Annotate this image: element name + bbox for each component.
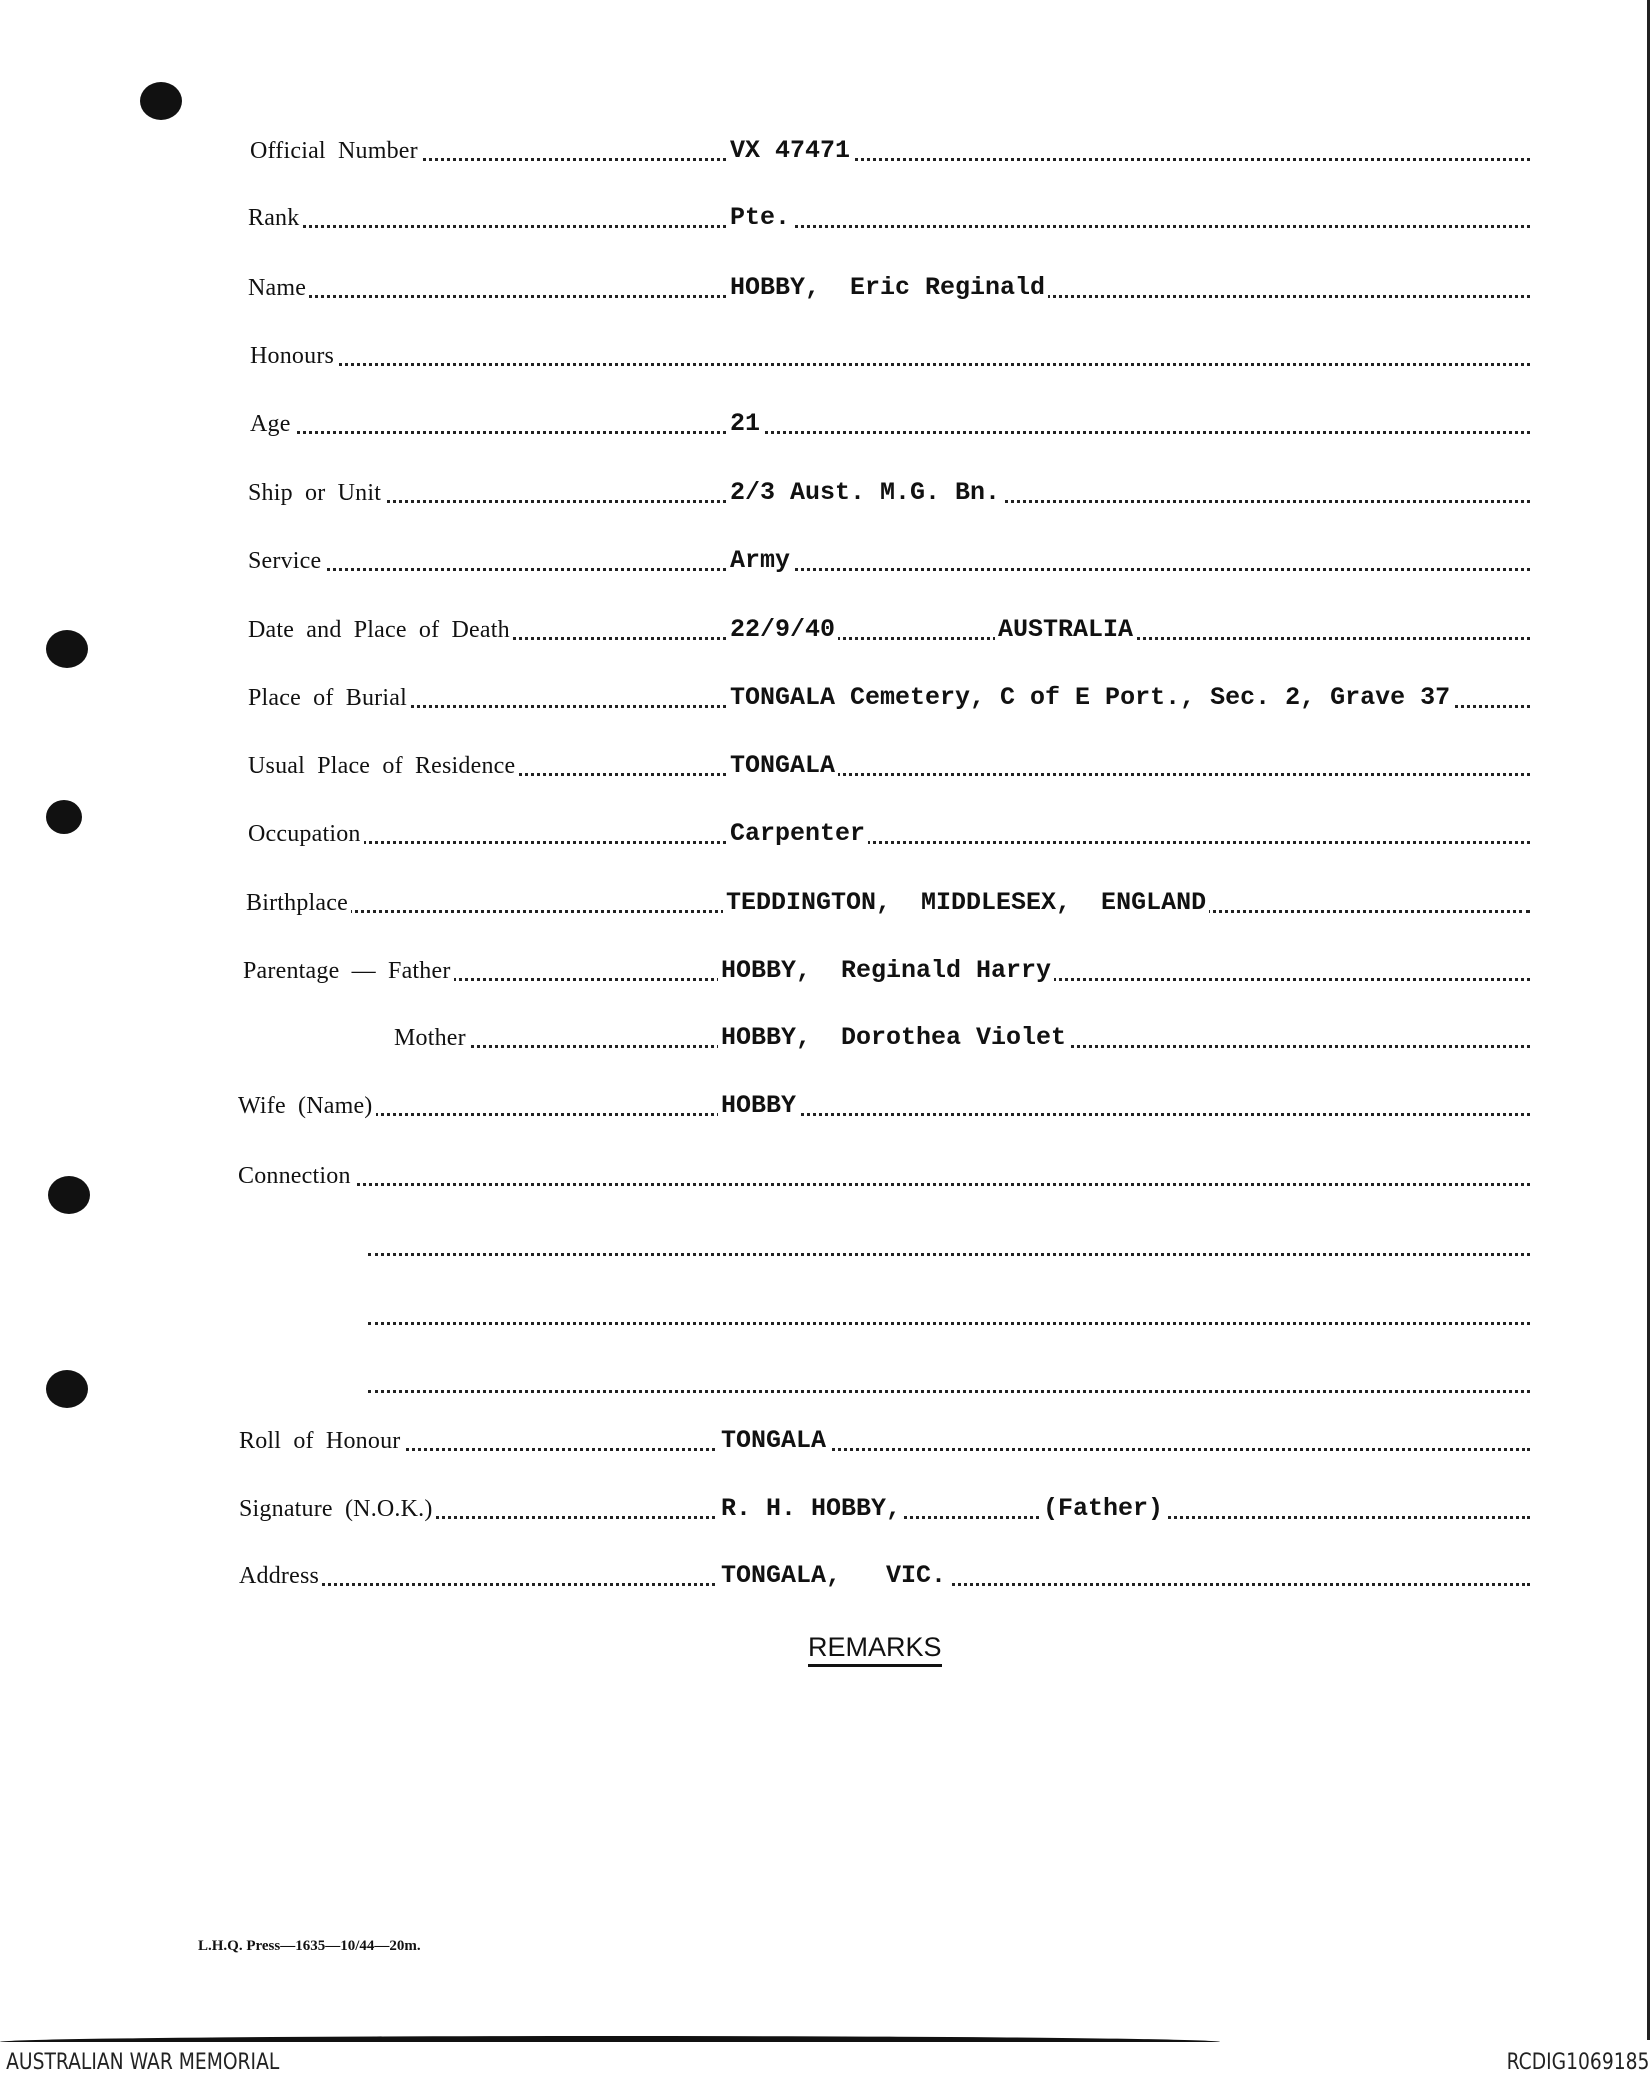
field-value: TONGALA	[718, 1426, 829, 1455]
field-label: Mother	[394, 1025, 469, 1052]
field-label: Connection	[238, 1163, 354, 1190]
field-label: Name	[248, 275, 309, 302]
field-label: Ship or Unit	[248, 480, 384, 507]
dotted-leader	[239, 1448, 1530, 1451]
form-row	[248, 545, 1530, 575]
field-value: HOBBY, Dorothea Violet	[718, 1023, 1069, 1052]
punch-hole	[140, 82, 182, 120]
field-value: TONGALA	[727, 751, 838, 780]
scan-edge	[0, 2036, 1220, 2042]
form-row	[238, 1160, 1530, 1190]
field-label: Signature (N.O.K.)	[239, 1496, 436, 1523]
field-value: 2/3 Aust. M.G. Bn.	[727, 478, 1003, 507]
form-row	[239, 1425, 1530, 1455]
form-row	[239, 1560, 1530, 1590]
field-value: Carpenter	[727, 819, 868, 848]
field-value: VX 47471	[727, 136, 853, 165]
dotted-leader	[250, 431, 1530, 434]
form-row	[394, 1022, 1530, 1052]
form-row	[248, 750, 1530, 780]
form-row	[250, 135, 1530, 165]
field-label: Honours	[250, 343, 337, 370]
form-row	[250, 408, 1530, 438]
field-label: Rank	[248, 205, 302, 232]
field-value: 22/9/40	[727, 615, 838, 644]
connection-blank-line	[368, 1299, 1530, 1329]
field-value: Pte.	[727, 203, 793, 232]
dotted-leader	[248, 225, 1530, 228]
footer-institution: AUSTRALIAN WAR MEMORIAL	[6, 2050, 280, 2075]
form-row	[238, 1090, 1530, 1120]
field-label: Date and Place of Death	[248, 617, 513, 644]
punch-hole	[48, 1176, 90, 1214]
footer-id: RCDIG1069185	[1506, 2050, 1650, 2075]
field-value: 21	[727, 409, 763, 438]
field-value-secondary: (Father)	[1040, 1494, 1166, 1523]
dotted-leader	[250, 158, 1530, 161]
field-label: Age	[250, 411, 294, 438]
dotted-leader	[250, 363, 1530, 366]
field-value: HOBBY, Eric Reginald	[727, 273, 1048, 302]
field-value: Army	[727, 546, 793, 575]
field-label: Wife (Name)	[238, 1093, 376, 1120]
form-row	[248, 272, 1530, 302]
form-row	[248, 682, 1530, 712]
field-label: Place of Burial	[248, 685, 410, 712]
dotted-leader	[248, 568, 1530, 571]
field-label: Usual Place of Residence	[248, 753, 518, 780]
press-mark: L.H.Q. Press—1635—10/44—20m.	[198, 1938, 421, 1954]
punch-hole	[46, 630, 88, 668]
field-value: TEDDINGTON, MIDDLESEX, ENGLAND	[723, 888, 1209, 917]
field-value: HOBBY	[718, 1091, 799, 1120]
form-row	[248, 614, 1530, 644]
field-value: TONGALA, VIC.	[718, 1561, 949, 1590]
dotted-leader	[248, 841, 1530, 844]
field-label: Birthplace	[246, 890, 351, 917]
field-value-secondary: AUSTRALIA	[995, 615, 1136, 644]
field-label: Address	[239, 1563, 322, 1590]
field-label: Service	[248, 548, 324, 575]
connection-blank-line	[368, 1367, 1530, 1397]
connection-blank-line	[368, 1230, 1530, 1260]
field-value: TONGALA Cemetery, C of E Port., Sec. 2, Grave 37	[727, 683, 1453, 712]
remarks-heading: REMARKS	[808, 1632, 942, 1667]
field-value: R. H. HOBBY,	[718, 1494, 904, 1523]
field-label: Official Number	[250, 138, 421, 165]
field-value: HOBBY, Reginald Harry	[718, 956, 1054, 985]
field-label: Parentage — Father	[243, 958, 454, 985]
dotted-leader	[238, 1183, 1530, 1186]
form-row	[246, 887, 1530, 917]
form-row	[248, 202, 1530, 232]
field-label: Occupation	[248, 821, 364, 848]
form-row	[243, 955, 1530, 985]
form-row	[248, 477, 1530, 507]
punch-hole	[46, 800, 82, 834]
punch-hole	[46, 1370, 88, 1408]
form-row	[239, 1493, 1530, 1523]
dotted-leader	[238, 1113, 1530, 1116]
form-row	[250, 340, 1530, 370]
form-row	[248, 818, 1530, 848]
field-label: Roll of Honour	[239, 1428, 403, 1455]
